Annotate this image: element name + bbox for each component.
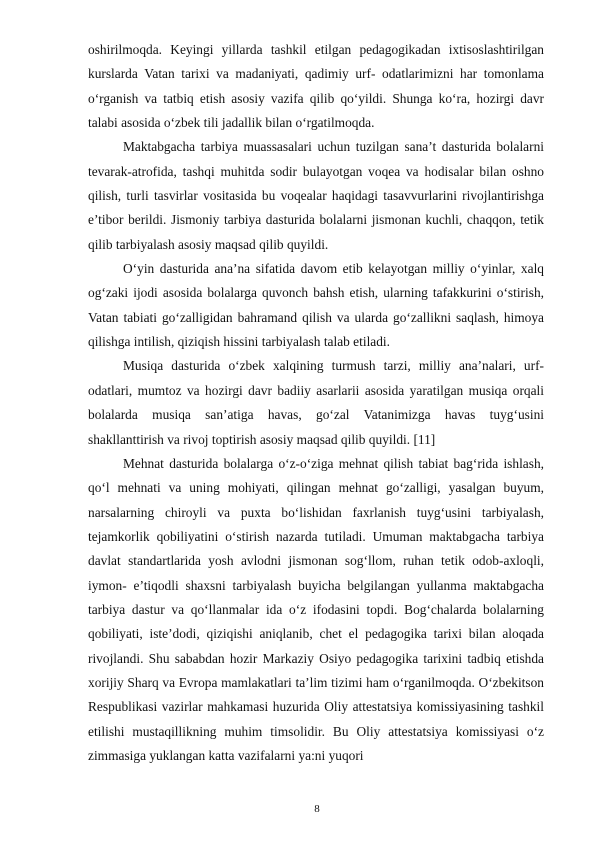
- paragraph-labor-program: Mehnat dasturida bolalarga o‘z-o‘ziga mehnat qilish tabiat bag‘rida ishlash, qo‘l mehnati va uning mohiyati, qilingan mehnat go‘zalligi, yasalgan buyum, narsalarning chiroyli va puxta bo‘lishidan faxrlanish tuyg‘usini tarbiyalash, tejamkorlik qobiliyatini o‘stirish nazarda tutiladi. Umuman maktabgacha tarbiya davlat standartlarida yosh avlodni jismonan sog‘llom, ruhan tetik odob-axloqli, iymon- e’tiqodli shaxsni tarbiyalash buyicha belgilangan yullanma maktabgacha tarbiya dastur va qo‘llanmalar ida o‘z ifodasini topdi. Bog‘chalarda bolalarning qobiliyati, iste’dodi, qiziqishi aniqlanib, chet el pedagogika tarixi bilan aloqada rivojlandi. Shu sababdan hozir Markaziy Osiyo pedagogika tarixini tadbiq etishda xorijiy Sharq va Evropa mamlakatlari ta’lim tizimi ham o‘rganilmoqda. O‘zbekitson Respublikasi vazirlar mahkamasi huzurida Oliy attestatsiya komissiyasining tashkil etilishi mustaqillikning muhim timsolidir. Bu Oliy attestatsiya komissiyasi o‘z zimmasiga yuklangan katta vazifalarni ya:ni yuqori: [88, 455, 544, 763]
- paragraph-art-program: Maktabgacha tarbiya muassasalari uchun tuzilgan sana’t dasturida bolalarni tevarak-atrofida, tashqi muhitda sodir bulayotgan voqea va hodisalar bilan oshno qilish, turli tasvirlar vositasida bu voqealar haqidagi tasavvurlarini rivojlantirishga e’tibor berildi. Jismoniy tarbiya dasturida bolalarni jismonan kuchli, chaqqon, tetik qilib tarbiyalash asosiy maqsad qilib quyildi.: [88, 139, 544, 252]
- text-body: [88, 38, 544, 768]
- paragraph-music-program: Musiqa dasturida o‘zbek xalqining turmush tarzi, milliy ana’nalari, urf-odatlari, mumtoz va hozirgi davr badiiy asarlarii asosida yaratilgan musiqa orqali bolalarda musiqa san’atiga havas, go‘zal Vatanimizga havas tuyg‘usini shakllanttirish va rivoj toptirish asosiy maqsad qilib quyildi. [11]: [88, 358, 544, 447]
- paragraph-continuation: oshirilmoqda. Keyingi yillarda tashkil etilgan pedagogikadan ixtisoslashtirilgan kurslarda Vatan tarixi va madaniyati, qadimiy urf- odatlarimizni har tomonlama o‘rganish va tatbiq etish asosiy vazifa qilib qo‘yildi. Shunga ko‘ra, hozirgi davr talabi asosida o‘zbek tili jadallik bilan o‘rgatilmoqda.: [88, 42, 544, 131]
- page-number: 8: [314, 803, 320, 815]
- paragraph-play-program: O‘yin dasturida ana’na sifatida davom etib kelayotgan milliy o‘yinlar, xalq og‘zaki ijodi asosida bolalarga quvonch bahsh etish, ularning tafakkurini o‘stirish, Vatan tabiati go‘zalligidan bahramand qilish va ularda go‘zallikni saqlash, himoya qilishga intilish, qiziqish hissini tarbiyalash talab etiladi.: [88, 261, 544, 350]
